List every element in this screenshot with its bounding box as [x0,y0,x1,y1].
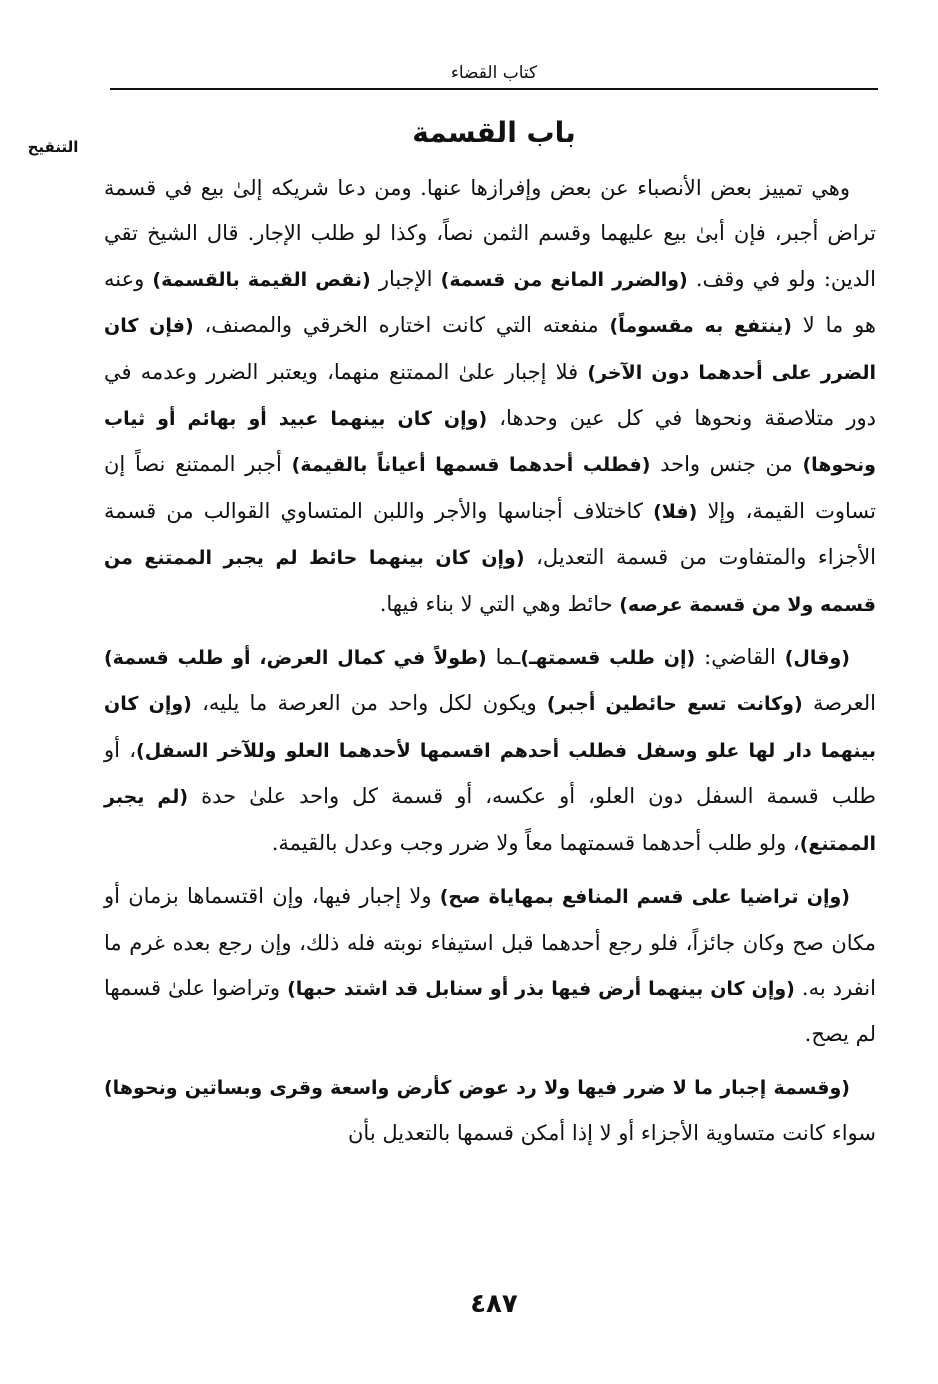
bold-text-segment: (وإن كان بينهما دار لها علو وسفل فطلب أحدهم اقسمها لأحدهما العلو وللآخر السفل) [104,693,876,762]
bold-text-segment: (فلا) [653,500,698,523]
text-segment: ـما [486,645,521,670]
bold-text-segment: (فإن كان الضرر على أحدهما دون الآخر) [104,315,876,384]
text-segment: ويكون لكل واحد من العرصة ما يليه، [191,691,547,716]
margin-note: التنقيح [27,138,79,156]
bold-text-segment: (وكانت تسع حائطين أجبر) [546,693,803,716]
bold-text-segment: (والضرر المانع من قسمة) [440,268,688,291]
running-header-title: كتاب القضاء [450,63,538,83]
text-segment: وهي تمييز بعض الأنصباء عن بعض وإفرازها عنها. ومن دعا شريكه إلىٰ بيع في قسمة تراض أجبر، فإن أبىٰ بيع عليهما وقسم الثمن نصاً، وكذا لو طلب الإجار. قال الشيخ تقي الدين: ولو في وقف. [104,176,876,291]
text-segment: وتراضوا علىٰ قسمها لم يصح. [104,975,876,1047]
bold-text-segment: (لم يجبر الممتنع) [104,786,876,855]
bold-text-segment: (وقسمة إجبار ما لا ضرر فيها ولا رد عوض كأرض واسعة وقرى وبساتين ونحوها) [104,1076,850,1099]
paragraph [104,1065,876,1157]
text-segment: ، أو طلب قسمة السفل دون العلو، أو عكسه، أو قسمة كل واحد علىٰ حدة [104,737,876,809]
bold-text-segment: (فطلب أحدهما قسمها أعياناً بالقيمة) [291,454,651,477]
text-segment: الإجبار [370,266,441,291]
text-segment: منفعته التي كانت اختاره الخرقي والمصنف، [193,313,610,338]
bold-text-segment: (ينتفع به مقسوماً) [609,315,792,338]
text-segment: القاضي: [695,645,785,670]
bold-text-segment: (وإن كان بينهما عبيد أو بهائم أو ثياب ونحوها) [104,408,876,477]
text-segment: العرصة [802,691,877,716]
paragraph [104,635,876,867]
paragraph [104,166,876,628]
body-text [104,166,876,1157]
bold-text-segment: (وإن كان بينهما حائط لم يجبر الممتنع من قسمه ولا من قسمة عرصه) [104,547,876,616]
text-segment: وعنه هو ما لا [104,266,876,338]
bold-text-segment: (إن طلب قسمتهـ) [520,647,696,670]
text-segment: كاختلاف أجناسها والأجر واللبن المتساوي القوالب من قسمة الأجزاء والمتفاوت من قسمة التعديل، [104,498,876,570]
page-number: ٤٨٧ [470,1289,518,1319]
bold-text-segment: (وإن كان بينهما أرض فيها بذر أو سنابل قد اشتد حبها) [287,977,795,1000]
text-segment: من جنس واحد [650,452,803,477]
header-divider [110,88,878,90]
bold-text-segment: (وقال) [784,647,850,670]
paragraph [104,874,876,1058]
text-segment: أجبر الممتنع نصاً إن تساوت القيمة، وإلا [104,452,876,523]
chapter-title: باب القسمة [412,116,576,149]
bold-text-segment: (نقص القيمة بالقسمة) [152,268,371,291]
bold-text-segment: (وإن تراضيا على قسم المنافع بمهاياة صح) [439,886,850,909]
bold-text-segment: (طولاً في كمال العرض، أو طلب قسمة) [104,647,487,670]
text-segment: فلا إجبار علىٰ الممتنع منهما، ويعتبر الضرر وعدمه في دور متلاصقة ونحوها في كل عين وحدها، [104,359,876,431]
text-segment: ولا إجبار فيها، وإن اقتسماها بزمان أو مكان صح وكان جائزاً، فلو رجع أحدهما قبل استيفاء نوبته فله ذلك، وإن رجع بعده غرم ما انفرد به. [104,884,876,1000]
text-segment: حائط وهي التي لا بناء فيها. [379,591,620,616]
text-segment: ، ولو طلب أحدهما قسمتهما معاً ولا ضرر وجب وعدل بالقيمة. [271,830,800,855]
text-segment: سواء كانت متساوية الأجزاء أو لا إذا أمكن قسمها بالتعديل بأن [348,1121,876,1146]
